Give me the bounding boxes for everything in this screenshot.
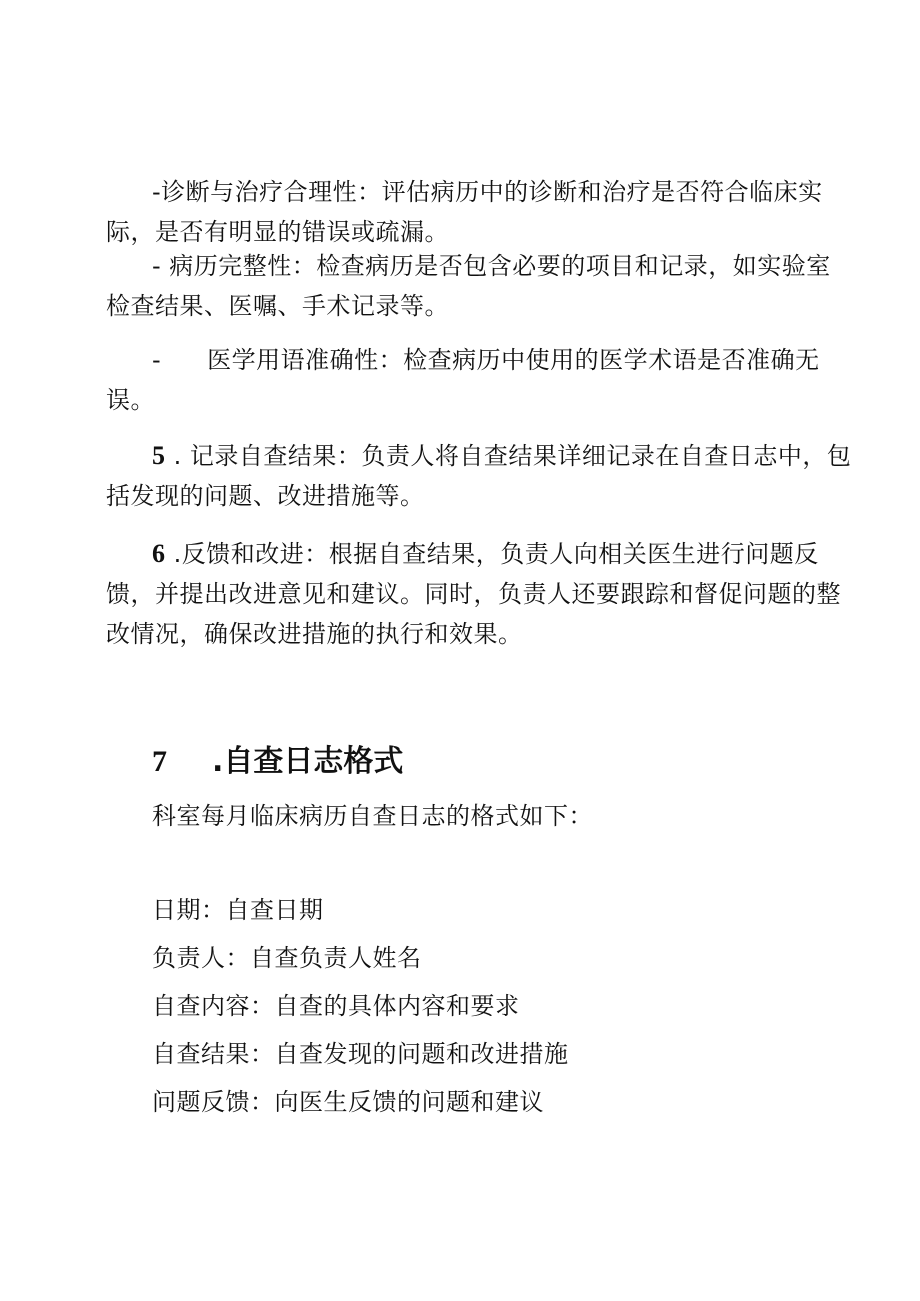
paragraph-terminology-accuracy xyxy=(106,340,818,420)
list-dash: - xyxy=(152,346,162,374)
paragraph-line xyxy=(106,340,818,380)
section-number: 7 xyxy=(152,745,167,778)
paragraph-line: - 病历完整性：检查病历是否包含必要的项目和记录，如实验室 xyxy=(152,252,831,280)
paragraph-diagnosis-rationality xyxy=(106,172,823,252)
log-field-content: 自查内容：自查的具体内容和要求 xyxy=(152,992,520,1020)
paragraph-line: 改情况，确保改进措施的执行和效果。 xyxy=(106,620,523,648)
log-field-result: 自查结果：自查发现的问题和改进措施 xyxy=(152,1040,569,1068)
paragraph-line: 馈，并提出改进意见和建议。同时，负责人还要跟踪和督促问题的整 xyxy=(106,580,841,608)
paragraph-line: 括发现的问题、改进措施等。 xyxy=(106,482,425,510)
paragraph-line xyxy=(106,534,818,574)
paragraph-line xyxy=(106,436,852,476)
log-field-owner: 负责人：自查负责人姓名 xyxy=(152,944,422,972)
paragraph-line: 误。 xyxy=(106,386,155,414)
section-title: .自查日志格式 xyxy=(212,744,404,779)
paragraph-line: 检查结果、医嘱、手术记录等。 xyxy=(106,292,449,320)
paragraph-line: 际，是否有明显的错误或疏漏。 xyxy=(106,218,449,246)
paragraph-step-5 xyxy=(106,436,852,516)
paragraph-line: -诊断与治疗合理性：评估病历中的诊断和治疗是否符合临床实 xyxy=(152,178,823,206)
section-heading xyxy=(152,738,403,786)
step-number: 5 xyxy=(152,441,166,470)
paragraph-step-6 xyxy=(106,534,841,654)
paragraph-line-text: 医学用语准确性：检查病历中使用的医学术语是否准确无 xyxy=(207,346,820,374)
intro-text: 科室每月临床病历自查日志的格式如下： xyxy=(152,802,593,830)
paragraph-line-text: . 记录自查结果：负责人将自查结果详细记录在自查日志中，包 xyxy=(165,442,852,470)
step-number: 6 xyxy=(152,539,166,568)
log-field-feedback: 问题反馈：向医生反馈的问题和建议 xyxy=(152,1088,544,1116)
paragraph-record-completeness xyxy=(106,246,831,326)
log-field-date: 日期：自查日期 xyxy=(152,896,324,924)
paragraph-line-text: .反馈和改进：根据自查结果，负责人向相关医生进行问题反 xyxy=(165,540,819,568)
